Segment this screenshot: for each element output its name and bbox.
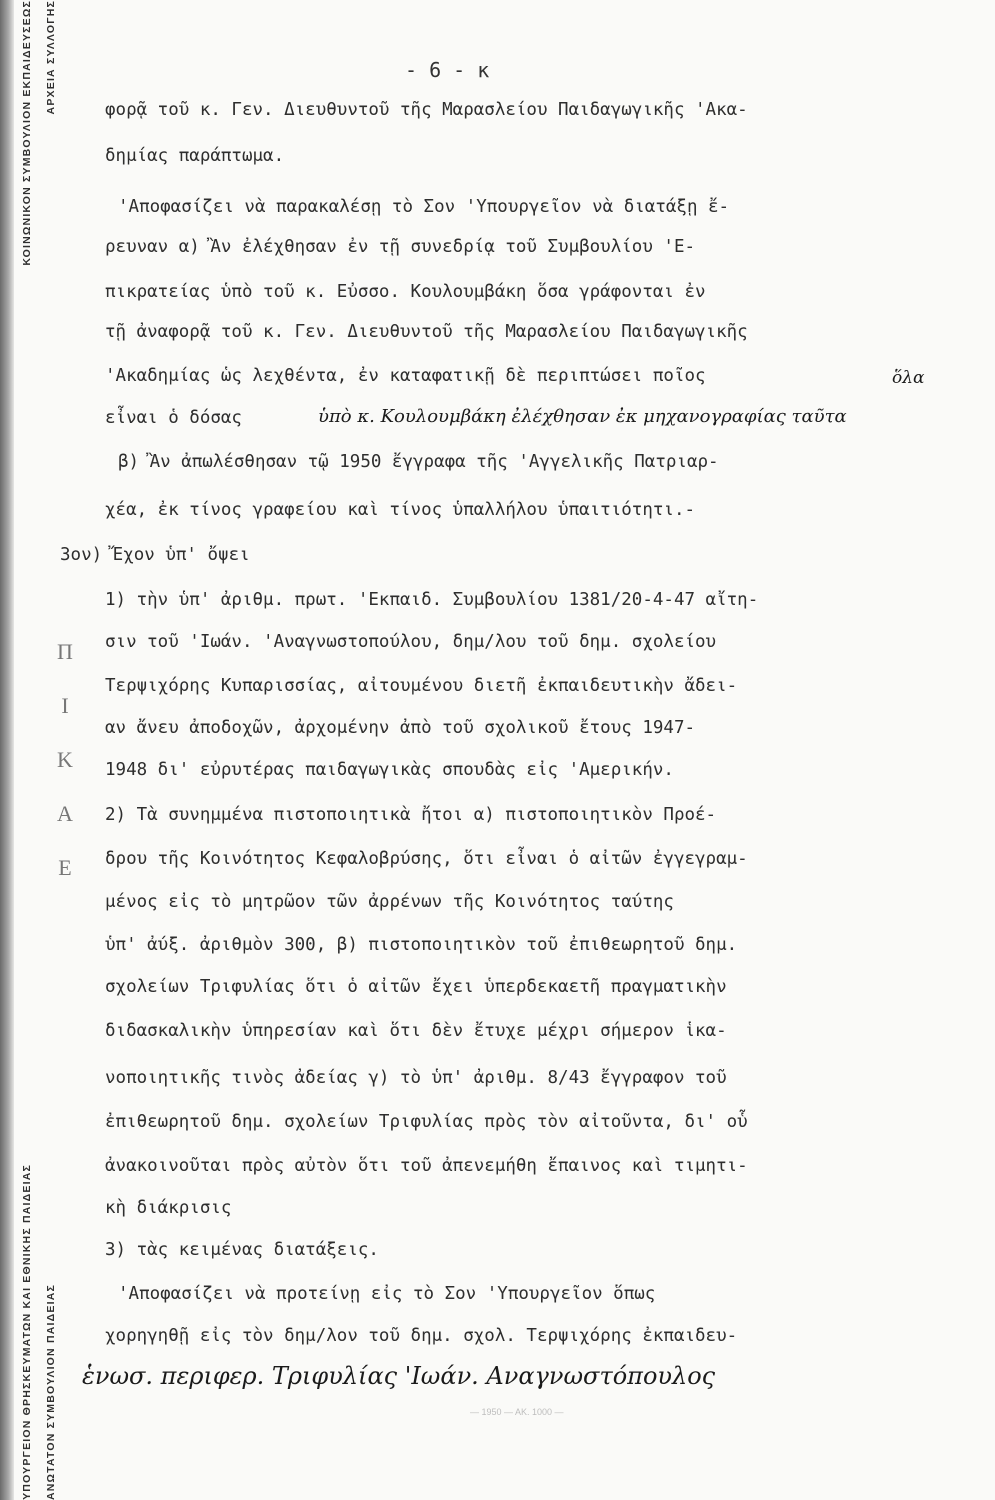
margin-letters bbox=[52, 625, 78, 895]
bleed-through-footer: — 1950 — ΑΚ. 1000 — bbox=[470, 1407, 564, 1417]
text-line: διδασκαλικὴν ὑπηρεσίαν καὶ ὅτι δὲν ἔτυχε μέχρι σήμερον ἱκα- bbox=[105, 1021, 727, 1041]
margin-letter: Π bbox=[57, 639, 73, 664]
stamp-text: ΑΝΩΤΑΤΟΝ ΣΥΜΒΟΥΛΙΟΝ ΠΑΙΔΕΙΑΣ bbox=[45, 1283, 57, 1500]
margin-letter: Α bbox=[57, 801, 73, 826]
text-line: ρευναν α) Ἂν ἐλέχθησαν ἐν τῇ συνεδρίᾳ τοῦ Συμβουλίου 'Ε- bbox=[105, 237, 696, 257]
text-line: νοποιητικῆς τινὸς ἀδείας γ) τὸ ὑπ' ἀριθμ. 8/43 ἔγγραφον τοῦ bbox=[105, 1068, 727, 1088]
handwritten-insertion: ὑπὸ κ. Κουλουμβάκη ἐλέχθησαν ἐκ μηχανογραφίας ταῦτα bbox=[318, 406, 847, 427]
stamp-text: ΚΟΙΝΩΝΙΚΟΝ ΣΥΜΒΟΥΛΙΟΝ ΕΚΠΑΙΔΕΥΣΕΩΣ bbox=[21, 0, 33, 266]
text-line: Τερψιχόρης Κυπαρισσίας, αἰτουμένου διετῆ ἐκπαιδευτικὴν ἄδει- bbox=[105, 676, 738, 696]
stamp-text: ΥΠΟΥΡΓΕΙΟΝ ΘΡΗΣΚΕΥΜΑΤΩΝ ΚΑΙ ΕΘΝΙΚΗΣ ΠΑΙΔΕΙΑΣ bbox=[21, 1164, 33, 1500]
text-line: εἶναι ὁ δόσας bbox=[105, 408, 242, 428]
text-line: 3ον) Ἔχον ὑπ' ὄψει bbox=[60, 545, 250, 565]
text-line: σιν τοῦ 'Ιωάν. 'Αναγνωστοπούλου, δημ/λου τοῦ δημ. σχολείου bbox=[105, 632, 717, 652]
margin-letter: Ι bbox=[61, 693, 69, 718]
text-line: μένος εἰς τὸ μητρῶον τῶν ἀρρένων τῆς Κοινότητος ταύτης bbox=[105, 892, 674, 912]
text-line: αν ἄνευ ἀποδοχῶν, ἀρχομένην ἀπὸ τοῦ σχολικοῦ ἔτους 1947- bbox=[105, 718, 696, 738]
text-line: πικρατείας ὑπὸ τοῦ κ. Εὐσσο. Κουλουμβάκη ὅσα γράφονται ἐν bbox=[105, 282, 706, 302]
handwritten-signature-line: ἑνωσ. περιφερ. Τριφυλίας 'Ιωάν. Αναγνωστόπουλος bbox=[82, 1362, 716, 1390]
text-line: 2) Τὰ συνημμένα πιστοποιητικὰ ἤτοι α) πιστοποιητικὸν Προέ- bbox=[105, 805, 717, 825]
text-line: κὴ διάκρισις bbox=[105, 1198, 232, 1218]
page-number: - 6 - κ bbox=[405, 58, 490, 82]
text-line: 1948 δι' εὐρυτέρας παιδαγωγικὰς σπουδὰς εἰς 'Αμερικήν. bbox=[105, 760, 674, 780]
text-line: χορηγηθῇ εἰς τὸν δημ/λον τοῦ δημ. σχολ. Τερψιχόρης ἐκπαιδευ- bbox=[105, 1326, 738, 1346]
text-line: ὑπ' ἀύξ. ἀριθμὸν 300, β) πιστοποιητικὸν τοῦ ἐπιθεωρητοῦ δημ. bbox=[105, 935, 738, 955]
text-line: ἀνακοινοῦται πρὸς αὐτὸν ὅτι τοῦ ἀπενεμήθη ἔπαινος καὶ τιμητι- bbox=[105, 1156, 748, 1176]
text-line: φορᾷ τοῦ κ. Γεν. Διευθυντοῦ τῆς Μαρασλείου Παιδαγωγικῆς 'Ακα- bbox=[105, 100, 748, 120]
handwritten-insertion: ὅλα bbox=[892, 368, 925, 388]
margin-letter: Ε bbox=[58, 855, 72, 880]
text-line: 3) τὰς κειμένας διατάξεις. bbox=[105, 1240, 379, 1260]
margin-stamp-left bbox=[16, 0, 38, 1500]
text-line: χέα, ἐκ τίνος γραφείου καὶ τίνος ὑπαλλήλου ὑπαιτιότητι.- bbox=[105, 500, 696, 520]
text-line: δρου τῆς Κοινότητος Κεφαλοβρύσης, ὅτι εἶναι ὁ αἰτῶν ἐγγεγραμ- bbox=[105, 849, 748, 869]
stamp-text: ΑΡΧΕΙΑ ΣΥΛΛΟΓΗΣ bbox=[45, 0, 57, 115]
text-line: τῇ ἀναφορᾷ τοῦ κ. Γεν. Διευθυντοῦ τῆς Μαρασλείου Παιδαγωγικῆς bbox=[105, 322, 748, 342]
text-line: 'Ακαδημίας ὡς λεχθέντα, ἐν καταφατικῇ δὲ περιπτώσει ποῖος bbox=[105, 366, 706, 386]
text-line: ἐπιθεωρητοῦ δημ. σχολείων Τριφυλίας πρὸς τὸν αἰτοῦντα, δι' οὗ bbox=[105, 1112, 748, 1132]
text-line: δημίας παράπτωμα. bbox=[105, 146, 285, 166]
text-line: β) Ἂν ἀπωλέσθησαν τῷ 1950 ἔγγραφα τῆς 'Αγγελικῆς Πατριαρ- bbox=[118, 452, 719, 472]
margin-letter: Κ bbox=[57, 747, 73, 772]
text-line: 1) τὴν ὑπ' ἀριθμ. πρωτ. 'Εκπαιδ. Συμβουλίου 1381/20-4-47 αἴτη- bbox=[105, 590, 759, 610]
page-edge-shadow bbox=[0, 0, 14, 1500]
text-line: 'Αποφασίζει νὰ παρακαλέσῃ τὸ Σον 'Υπουργεῖον νὰ διατάξῃ ἔ- bbox=[118, 197, 730, 217]
text-line: 'Αποφασίζει νὰ προτείνῃ εἰς τὸ Σον 'Υπουργεῖον ὅπως bbox=[118, 1284, 656, 1304]
text-line: σχολείων Τριφυλίας ὅτι ὁ αἰτῶν ἔχει ὑπερδεκαετῆ πραγματικὴν bbox=[105, 977, 727, 997]
